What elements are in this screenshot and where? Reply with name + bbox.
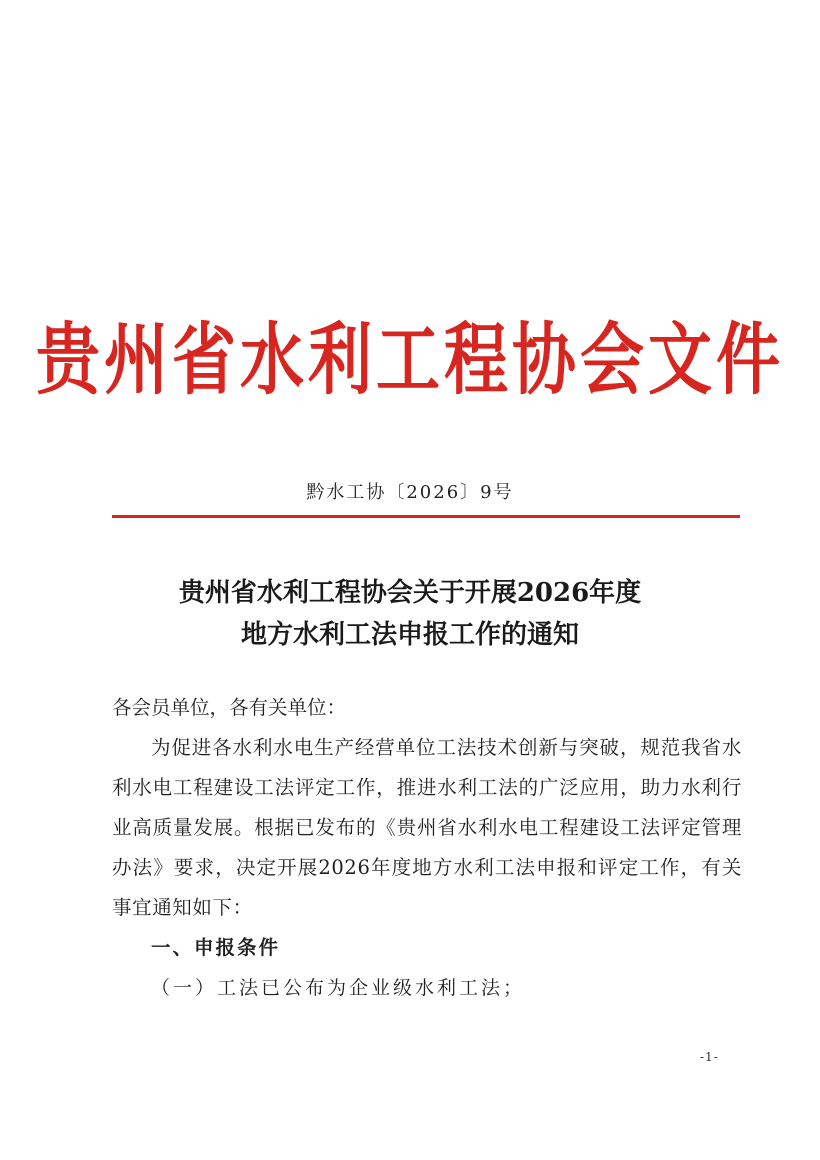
masthead-title: 贵州省水利工程协会文件 [36,314,784,407]
notice-title [0,572,820,656]
notice-title-line-2: 地方水利工法申报工作的通知 [240,620,579,650]
notice-body [112,688,742,1008]
notice-title-line-1: 贵州省水利工程协会关于开展2026年度 [178,578,642,608]
page-number: -1- [700,1050,719,1064]
section-heading-application-conditions: 一、申报条件 [151,936,281,959]
red-divider-line [112,515,740,518]
salutation: 各会员单位，各有关单位： [112,696,347,719]
intro-paragraph: 为促进各水利水电生产经营单位工法技术创新与突破，规范我省水利水电工程建设工法评定工作，推进水利工法的广泛应用，助力水利行业高质量发展。根据已发布的《贵州省水利水电工程建设工法评定管理办法》要求，决定开展2026年度地方水利工法申报和评定工作，有关事宜通知如下： [112,736,742,919]
document-number: 黔水工协〔2026〕9号 [306,482,514,503]
condition-item-1: （一）工法已公布为企业级水利工法； [151,977,526,999]
